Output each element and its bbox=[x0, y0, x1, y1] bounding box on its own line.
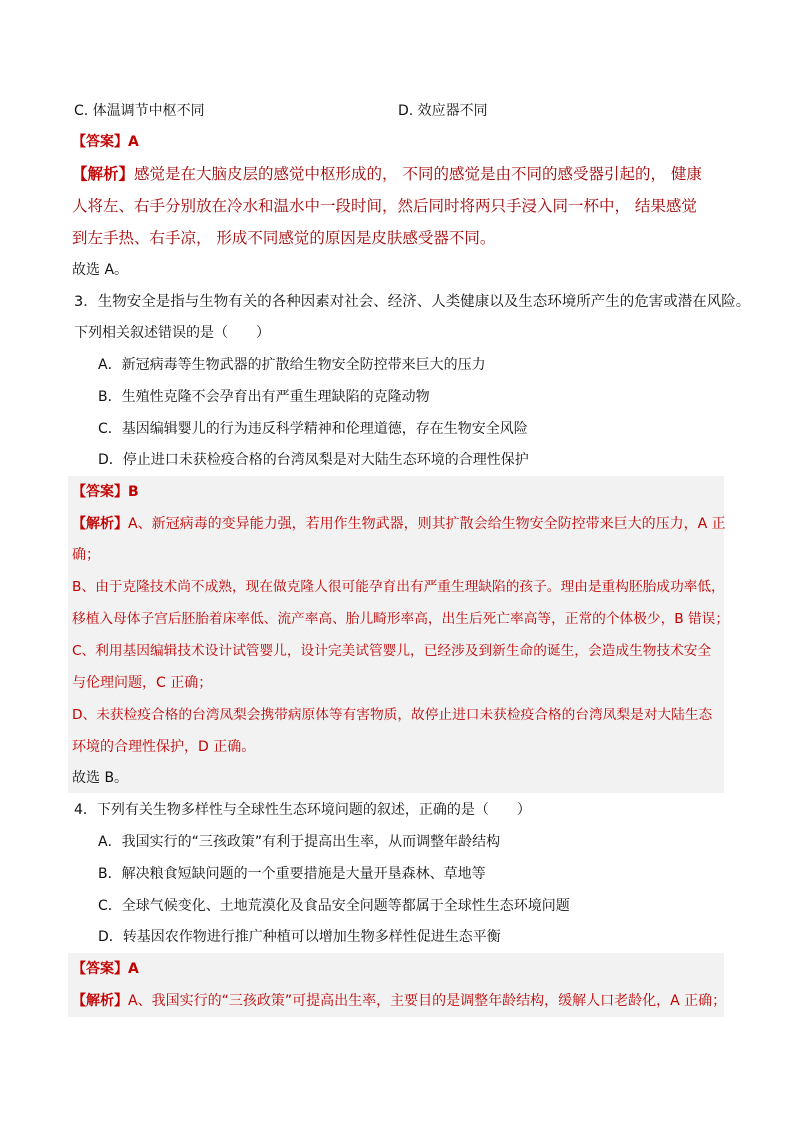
answer-value: B bbox=[128, 484, 139, 500]
q4-option-c: C．全球气候变化、土地荒漠化及食品安全问题等都属于全球性生态环境问题 bbox=[98, 898, 570, 914]
q4-option-d: D．转基因农作物进行推广种植可以增加生物多样性促进生态平衡 bbox=[98, 929, 501, 945]
answer-tag: 【答案】 bbox=[72, 134, 128, 150]
q3-analysis-line-8: 环境的合理性保护，D 正确。 bbox=[72, 739, 256, 755]
q3-option-d: D．停止进口未获检疫合格的台湾凤梨是对大陆生态环境的合理性保护 bbox=[98, 452, 529, 468]
q3-analysis-line-1 bbox=[72, 514, 726, 534]
q2-analysis-line-3: 到左手热、右手凉， 形成不同感觉的原因是皮肤感受器不同。 bbox=[72, 229, 496, 247]
analysis-tag: 【解析】 bbox=[72, 993, 128, 1009]
answer-value: A bbox=[128, 134, 139, 150]
q3-stem-1: 3．生物安全是指与生物有关的各种因素对社会、经济、人类健康以及生态环境所产生的危害或潜在风险。 bbox=[74, 294, 751, 310]
q3-answer bbox=[72, 482, 139, 502]
answer-tag: 【答案】 bbox=[72, 961, 128, 977]
q3-analysis-line-6: 与伦理问题，C 正确； bbox=[72, 675, 213, 691]
option-d: D. 效应器不同 bbox=[398, 103, 488, 119]
analysis-text: A、我国实行的“三孩政策”可提高出生率，主要目的是调整年龄结构，缓解人口老龄化，A 正确； bbox=[128, 993, 727, 1009]
analysis-text: A、新冠病毒的变异能力强，若用作生物武器，则其扩散会给生物安全防控带来巨大的压力，A 正 bbox=[128, 516, 726, 532]
answer-value: A bbox=[128, 961, 139, 977]
q3-analysis-line-3: B、由于克隆技术尚不成熟，现在做克隆人很可能孕育出有严重生理缺陷的孩子。理由是重构胚胎成功率低， bbox=[72, 579, 725, 595]
q3-conclusion: 故选 B。 bbox=[72, 770, 129, 786]
q3-analysis-line-4: 移植入母体子宫后胚胎着床率低、流产率高、胎儿畸形率高，出生后死亡率高等，正常的个体极少，B 错误； bbox=[72, 611, 730, 627]
analysis-text: 感觉是在大脑皮层的感觉中枢形成的， 不同的感觉是由不同的感受器引起的， 健康 bbox=[134, 165, 702, 183]
q4-option-b: B．解决粮食短缺问题的一个重要措施是大量开垦森林、草地等 bbox=[98, 866, 486, 882]
q3-analysis-line-7: D、未获检疫合格的台湾凤梨会携带病原体等有害物质，故停止进口未获检疫合格的台湾凤梨是对大陆生态 bbox=[72, 707, 713, 723]
q2-analysis-line-2: 人将左、右手分别放在冷水和温水中一段时间，然后同时将两只手浸入同一杯中， 结果感觉 bbox=[72, 197, 697, 215]
q4-stem: 4．下列有关生物多样性与全球性生态环境问题的叙述，正确的是（ ） bbox=[74, 802, 531, 818]
q4-analysis-line-1 bbox=[72, 991, 726, 1011]
q3-option-b: B．生殖性克隆不会孕育出有严重生理缺陷的克隆动物 bbox=[98, 389, 430, 405]
q3-option-a: A．新冠病毒等生物武器的扩散给生物安全防控带来巨大的压力 bbox=[98, 357, 486, 373]
q2-analysis-line-1 bbox=[72, 164, 702, 184]
q2-conclusion: 故选 A。 bbox=[72, 262, 129, 278]
q3-option-c: C．基因编辑婴儿的行为违反科学精神和伦理道德，存在生物安全风险 bbox=[98, 421, 528, 437]
option-c: C. 体温调节中枢不同 bbox=[74, 103, 205, 119]
answer-tag: 【答案】 bbox=[72, 484, 128, 500]
q3-stem-2: 下列相关叙述错误的是（ ） bbox=[74, 325, 270, 341]
q4-answer bbox=[72, 959, 139, 979]
analysis-tag: 【解析】 bbox=[72, 165, 135, 183]
q3-analysis-line-5: C、利用基因编辑技术设计试管婴儿，设计完美试管婴儿，已经涉及到新生命的诞生，会造成生物技术安全 bbox=[72, 643, 712, 659]
q2-answer bbox=[72, 132, 139, 152]
q3-analysis-line-2: 确； bbox=[72, 547, 100, 563]
q4-option-a: A．我国实行的“三孩政策”有利于提高出生率，从而调整年龄结构 bbox=[98, 834, 501, 850]
analysis-tag: 【解析】 bbox=[72, 516, 128, 532]
